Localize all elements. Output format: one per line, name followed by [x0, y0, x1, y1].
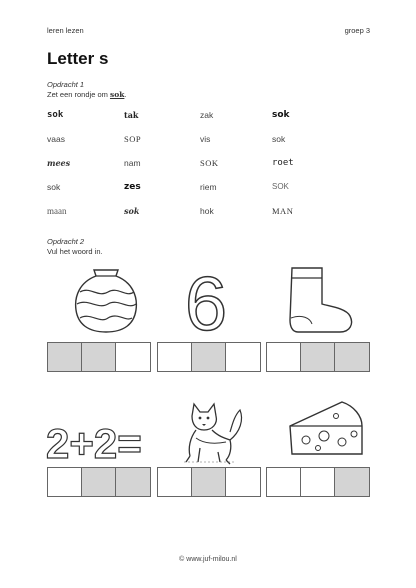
header-grade: groep 3 — [344, 26, 370, 35]
word-option[interactable]: zak — [200, 110, 214, 120]
answer-boxes[interactable] — [266, 342, 370, 372]
answer-cell[interactable] — [48, 468, 82, 496]
word-option[interactable]: sok — [124, 206, 140, 216]
svg-text:6: 6 — [184, 264, 228, 338]
answer-cell-shaded[interactable] — [82, 468, 116, 496]
word-option[interactable]: maan — [47, 206, 67, 216]
sock-icon — [282, 264, 358, 336]
exercise1-instruction-text: Zet een rondje om — [47, 90, 108, 99]
answer-cell[interactable] — [158, 468, 192, 496]
footer-credit: © www.juf-milou.nl — [179, 556, 237, 563]
word-option[interactable]: sok — [272, 110, 290, 120]
exercise1-instruction-end: . — [124, 90, 127, 99]
answer-cell[interactable] — [301, 468, 335, 496]
sum-icon — [44, 414, 152, 464]
word-option[interactable]: nam — [124, 158, 141, 168]
exercise2-label: Opdracht 2 — [47, 237, 85, 246]
answer-cell[interactable] — [226, 468, 260, 496]
exercise1-instruction — [47, 90, 126, 99]
fox-icon — [160, 398, 252, 466]
word-option[interactable]: tak — [124, 110, 139, 120]
word-option[interactable]: sok — [47, 110, 64, 120]
word-option[interactable]: riem — [200, 182, 217, 192]
answer-boxes[interactable] — [157, 342, 261, 372]
answer-cell-shaded[interactable] — [192, 343, 226, 371]
six-icon — [182, 264, 230, 338]
answer-cell-shaded[interactable] — [82, 343, 116, 371]
word-option[interactable]: SOK — [272, 182, 289, 191]
word-option[interactable]: vis — [200, 134, 211, 144]
answer-cell-shaded[interactable] — [192, 468, 226, 496]
cheese-icon — [284, 396, 366, 460]
answer-cell-shaded[interactable] — [335, 343, 369, 371]
word-option[interactable]: zes — [124, 182, 141, 192]
answer-boxes[interactable] — [266, 467, 370, 497]
word-option[interactable]: hok — [200, 206, 214, 216]
word-option[interactable]: vaas — [47, 134, 65, 144]
word-option[interactable]: sok — [272, 134, 286, 144]
word-option[interactable]: SOP — [124, 134, 142, 144]
header-subject: leren lezen — [47, 26, 84, 35]
svg-text:2+2=: 2+2= — [46, 420, 142, 464]
exercise2-instruction: Vul het woord in. — [47, 247, 103, 256]
vase-icon — [70, 266, 142, 336]
word-option[interactable]: roet — [272, 158, 294, 168]
answer-cell[interactable] — [226, 343, 260, 371]
answer-cell-shaded[interactable] — [48, 343, 82, 371]
answer-boxes[interactable] — [157, 467, 261, 497]
word-option[interactable]: MAN — [272, 206, 294, 216]
exercise1-label: Opdracht 1 — [47, 80, 85, 89]
answer-cell[interactable] — [116, 343, 150, 371]
word-option[interactable]: mees — [47, 158, 71, 168]
exercise1-target-word: sok — [109, 90, 125, 99]
answer-cell-shaded[interactable] — [301, 343, 335, 371]
answer-cell[interactable] — [267, 468, 301, 496]
answer-cell-shaded[interactable] — [335, 468, 369, 496]
word-option[interactable]: SOK — [200, 158, 219, 168]
answer-cell[interactable] — [158, 343, 192, 371]
page-title: Letter s — [47, 49, 109, 68]
answer-cell[interactable] — [267, 343, 301, 371]
answer-cell-shaded[interactable] — [116, 468, 150, 496]
word-option[interactable]: sok — [47, 182, 61, 192]
answer-boxes[interactable] — [47, 467, 151, 497]
answer-boxes[interactable] — [47, 342, 151, 372]
